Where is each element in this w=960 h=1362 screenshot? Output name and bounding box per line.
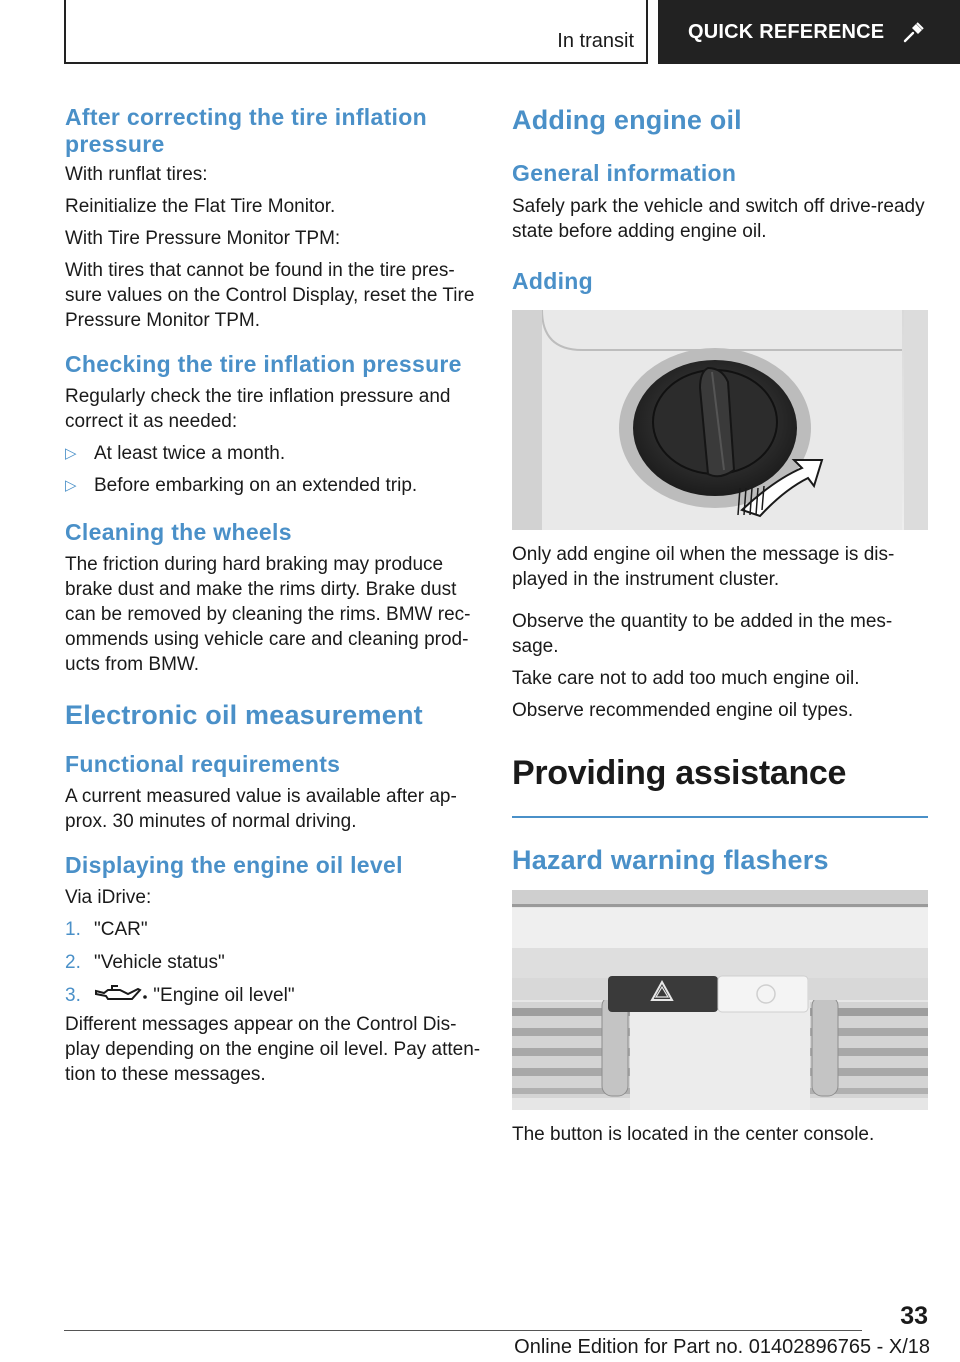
heading-after-correcting: After correcting the tire inflation pressure: [65, 104, 427, 157]
heading-adding-engine-oil: Adding engine oil: [512, 105, 742, 135]
paragraph: Regularly check the tire inflation pressure and correct it as needed:: [65, 386, 451, 432]
hazard-button-image: [512, 890, 928, 1110]
heading-checking-pressure: Checking the tire inflation pressure: [65, 351, 462, 377]
chapter-rule: [512, 816, 928, 818]
chapter-title-providing-assistance: Providing assistance: [512, 754, 847, 792]
list-item: [65, 441, 485, 466]
paragraph: With Tire Pressure Monitor TPM:: [65, 228, 341, 249]
heading-hazard-warning-flashers: Hazard warning flashers: [512, 844, 829, 875]
list-item: [65, 917, 485, 942]
list-item: [65, 983, 485, 1008]
heading-displaying-oil-level: Displaying the engine oil level: [65, 852, 403, 878]
paragraph: Safely park the vehicle and switch off drive-ready state before adding engine oil.: [512, 196, 925, 242]
paragraph: With runflat tires:: [65, 164, 208, 185]
heading-cleaning-wheels: Cleaning the wheels: [65, 519, 292, 545]
paragraph: The friction during hard braking may produce brake dust and make the rims dirty. Brake dust can be removed by cleaning the rims. BMW rec‐ommends using vehicle care and cleaning prod‐ucts from BMW.: [65, 554, 471, 675]
list-item: [65, 473, 485, 498]
paragraph: Observe the quantity to be added in the mes‐sage.: [512, 611, 893, 657]
step-number: 3.: [65, 985, 81, 1006]
bullet-list: [65, 441, 485, 498]
list-item: [65, 950, 485, 975]
step-number: 1.: [65, 919, 81, 940]
footer-divider: [64, 1330, 862, 1331]
header-tab-quick-reference[interactable]: [658, 0, 960, 64]
right-column: [512, 100, 928, 1147]
wrench-icon: [902, 20, 926, 44]
triangle-right-icon: ▷: [65, 445, 77, 462]
header-section-title: In transit: [557, 30, 634, 52]
paragraph: Reinitialize the Flat Tire Monitor.: [65, 196, 336, 217]
paragraph: Only add engine oil when the message is dis‐played in the instrument cluster.: [512, 544, 895, 590]
heading-electronic-oil: Electronic oil measurement: [65, 700, 423, 730]
heading-general-information: General information: [512, 160, 737, 186]
paragraph: With tires that cannot be found in the tire pres‐sure values on the Control Display, reset the Tire Pressure Monitor TPM.: [65, 260, 475, 331]
triangle-right-icon: ▷: [65, 477, 77, 494]
footer-edition: Online Edition for Part no. 01402896765 - X/18: [514, 1336, 930, 1358]
oil-filler-cap-image: [512, 310, 928, 530]
page-number: 33: [900, 1302, 928, 1330]
paragraph: A current measured value is available after ap‐prox. 30 minutes of normal driving.: [65, 786, 457, 832]
heading-functional-requirements: Functional requirements: [65, 751, 341, 777]
step-text: "Vehicle status": [94, 952, 225, 973]
left-column: [65, 100, 485, 1087]
heading-adding: Adding: [512, 268, 593, 294]
paragraph: Observe recommended engine oil types.: [512, 700, 854, 721]
list-item-text: Before embarking on an extended trip.: [94, 475, 418, 496]
oil-can-icon: [94, 984, 148, 1004]
step-number: 2.: [65, 952, 81, 973]
paragraph: Take care not to add too much engine oil.: [512, 668, 860, 689]
list-item-text: At least twice a month.: [94, 443, 286, 464]
air-vent-right: [810, 996, 928, 1098]
paragraph: Via iDrive:: [65, 887, 152, 908]
paragraph: Different messages appear on the Control Dis‐play depending on the engine oil level. Pay atten‐tion to these messages.: [65, 1014, 481, 1085]
header-tab-label: QUICK REFERENCE: [688, 20, 885, 43]
step-text: "Engine oil level": [153, 985, 295, 1006]
step-text: "CAR": [94, 919, 148, 940]
paragraph: The button is located in the center console.: [512, 1123, 875, 1145]
numbered-list: [65, 917, 485, 1008]
